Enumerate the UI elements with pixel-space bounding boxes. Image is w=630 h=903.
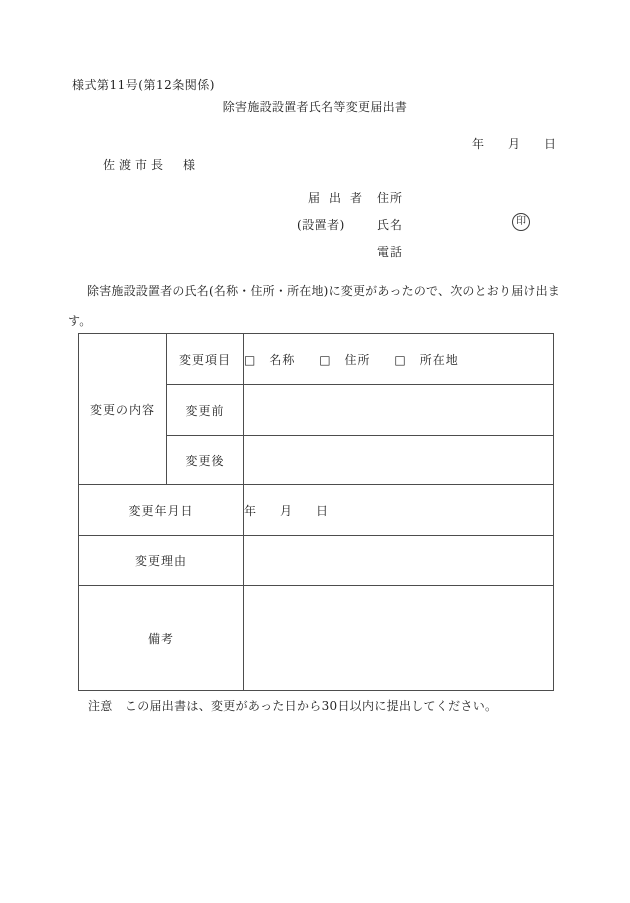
submitter-phone-label: 電話	[377, 245, 404, 259]
submission-date-line: 年 月 日	[472, 137, 557, 151]
body-paragraph: 除害施設設置者の氏名(名称・住所・所在地)に変更があったので、次のとおり届け出ます。	[68, 284, 561, 328]
option-name-label: 名称	[269, 352, 296, 367]
remarks-value-cell	[244, 586, 554, 691]
page-title: 除害施設設置者氏名等変更届出書	[222, 100, 408, 114]
attention-note: 注意 この届出書は、変更があった日から30日以内に提出してください。	[88, 699, 498, 713]
change-item-options-cell	[244, 334, 554, 385]
checkbox-location-icon: □	[394, 352, 406, 367]
option-location	[394, 351, 458, 368]
change-item-label: 変更項目	[167, 334, 244, 385]
addressee: 佐渡市長 様	[103, 158, 200, 172]
before-change-label: 変更前	[167, 385, 244, 436]
before-change-value-cell	[244, 385, 554, 436]
change-details-table	[78, 333, 554, 691]
form-number: 様式第11号(第12条関係)	[72, 78, 215, 92]
checkbox-address-icon: □	[319, 352, 331, 367]
change-date-value-cell: 年 月 日	[244, 485, 554, 536]
option-address-label: 住所	[344, 352, 371, 367]
submitter-role-label: 届出者	[308, 191, 372, 205]
after-change-label: 変更後	[167, 436, 244, 485]
checkbox-name-icon: □	[244, 352, 256, 367]
submitter-role-sublabel: (設置者)	[297, 218, 345, 232]
option-address	[319, 351, 370, 368]
change-reason-label: 変更理由	[79, 536, 244, 586]
submitter-address-label: 住所	[377, 191, 404, 205]
change-reason-value-cell	[244, 536, 554, 586]
option-location-label: 所在地	[419, 352, 459, 367]
change-date-label: 変更年月日	[79, 485, 244, 536]
remarks-label: 備考	[79, 586, 244, 691]
option-name	[244, 351, 295, 368]
change-content-group-label: 変更の内容	[79, 334, 167, 485]
after-change-value-cell	[244, 436, 554, 485]
submitter-name-label: 氏名	[377, 218, 404, 232]
seal-mark-icon: 印	[512, 213, 530, 231]
